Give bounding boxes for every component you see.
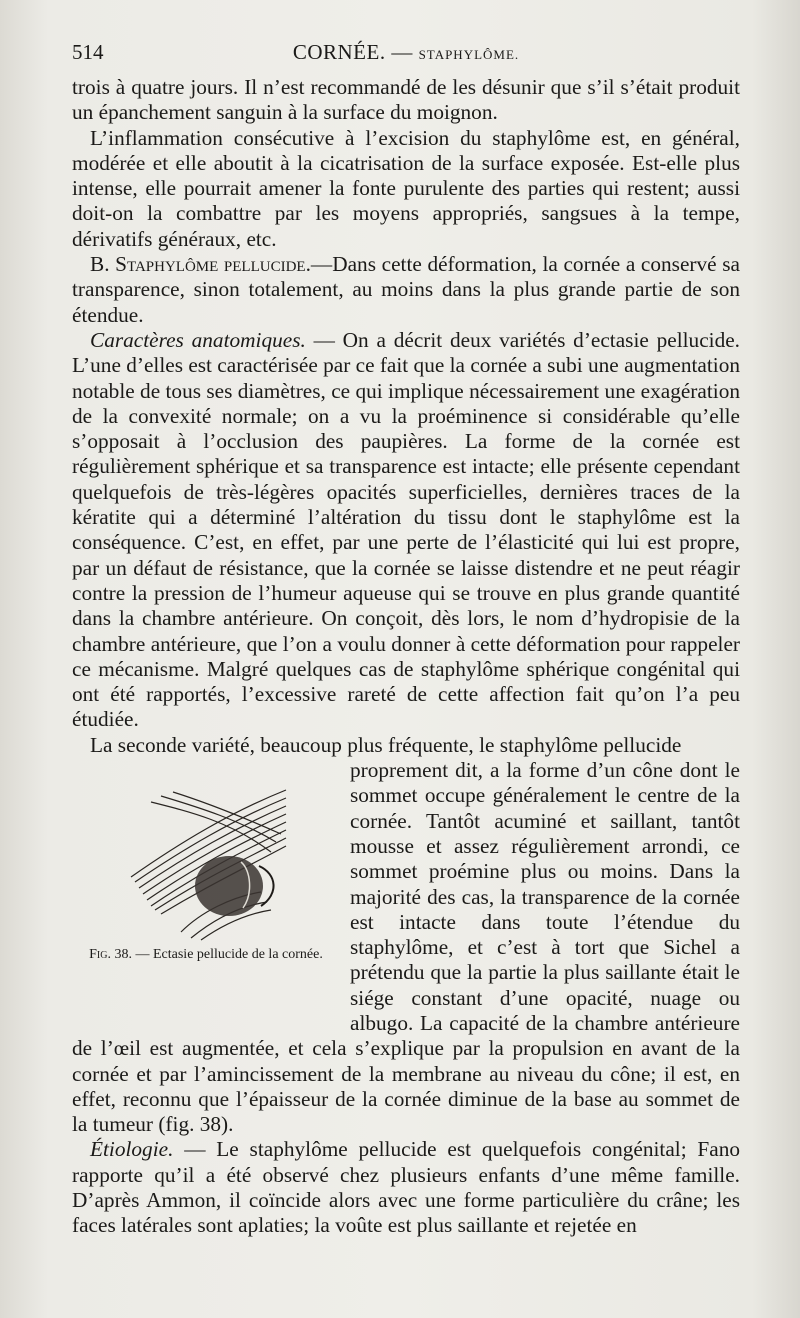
subheading-etiologie: Étiologie. [90, 1137, 174, 1162]
running-head [72, 40, 740, 65]
paragraph-2: L’inflammation consécutive à l’excision du staphylôme est, en général, modérée et elle aboutit à la cicatrisation de la surface exposée. Est-elle plus intense, elle pourrait amener la fonte purulente des parties qui restent; aussi doit-on la combattre par les moyens appropriés, sangsues à la tempe, dérivatifs généraux, etc. [72, 125, 740, 251]
paragraph-3-body: —Dans cette déformation, la cornée a conservé sa transparence, sinon totalement, au moins dans la plus grande partie de son étendue. [72, 252, 740, 327]
eyeball-shape [195, 856, 263, 916]
paragraph-5: proprement dit, a la forme d’un cône dont le sommet occupe généralement le centre de la cornée. Tantôt acuminé et saillant, tantôt mousse et assez régulièrement arrondi, ce sommet proémine plus ou moins. Dans la majorité des cas, la transparence de la cornée est intacte dans toute l’étendue du staphylôme, et c’est à tort que Sichel a prétendu que la partie la plus saillante était le siége constant d’une opacité, nuage ou albugo. La capacité de la chambre antérieure de l’œil est augmentée, et cela s’explique par la propulsion en avant de la cornée et par l’amincissement de la membrane au niveau du cône; il est, en effet, reconnu que l’épaisseur de la cornée diminue de la base au sommet de la tumeur (fig. 38). [72, 758, 740, 1137]
figure-38 [72, 760, 340, 1020]
figure-label: Fig. 38. [89, 947, 132, 963]
body-text [72, 75, 740, 1239]
page-number: 514 [72, 40, 104, 64]
page-header [72, 40, 740, 70]
figure-caption-text: — Ectasie pellucide de la cornée. [131, 947, 323, 963]
running-subtitle: STAPHYLÔME. [418, 47, 520, 62]
paragraph-6 [72, 1137, 740, 1238]
section-heading-staphylome-pellucide: B. Staphylôme pellucide. [90, 252, 311, 277]
paragraph-4-body: — On a décrit deux variétés d’ectasie pellucide. L’une d’elles est caractérisée par ce fait que la cornée a subi une augmentation notable de tous ses diamètres, ce qui implique nécessairement une exagération de la convexité normale; on a vu la proéminence si considérable qu’elle s’opposait à l’occlusion des paupières. La forme de la cornée est régulièrement sphérique et sa transparence est intacte; elle présente cependant quelquefois de très-légères opacités superficielles, dernières traces de la kératite qui a déterminé l’altération du tissu dont le staphylôme est la conséquence. C’est, en effet, par une perte de l’élasticité qui lui est propre, par un défaut de résistance, que la cornée se laisse distendre et ne peut réagir contre la pression de l’humeur aqueuse qui se trouve en plus grande quantité dans la chambre antérieure. On conçoit, dès lors, le nom d’hydropisie de la chambre antérieure, que l’on a voulu donner à cette déformation pour rappeler ce mécanisme. Malgré quelques cas de staphylôme sphérique congénital qui ont été rapportés, l’excessive rareté de cette affection fait qu’on l’a peu étudiée. [72, 327, 740, 732]
paragraph-3 [72, 252, 740, 328]
eye-ectasia-illustration [121, 782, 291, 942]
paragraph-6-body: — Le staphylôme pellucide est quelquefois congénital; Fano rapporte qu’il a été observé chez plusieurs enfants d’une même famille. D’après Ammon, il coïncide alors avec une forme particulière du crâne; les faces latérales sont aplaties; la voûte est plus saillante et rejetée en [72, 1137, 740, 1238]
subheading-caracteres-anatomiques: Caractères anatomiques. [90, 327, 306, 352]
paragraph-5-intro: La seconde variété, beaucoup plus fréquente, le staphylôme pellucide [90, 732, 682, 757]
paragraph-4 [72, 328, 740, 733]
figure-caption [72, 946, 340, 964]
paragraph-1: trois à quatre jours. Il n’est recommandé de les désunir que s’il s’était produit un épanchement sanguin à la surface du moignon. [72, 75, 740, 125]
running-title: CORNÉE. — [292, 40, 413, 64]
